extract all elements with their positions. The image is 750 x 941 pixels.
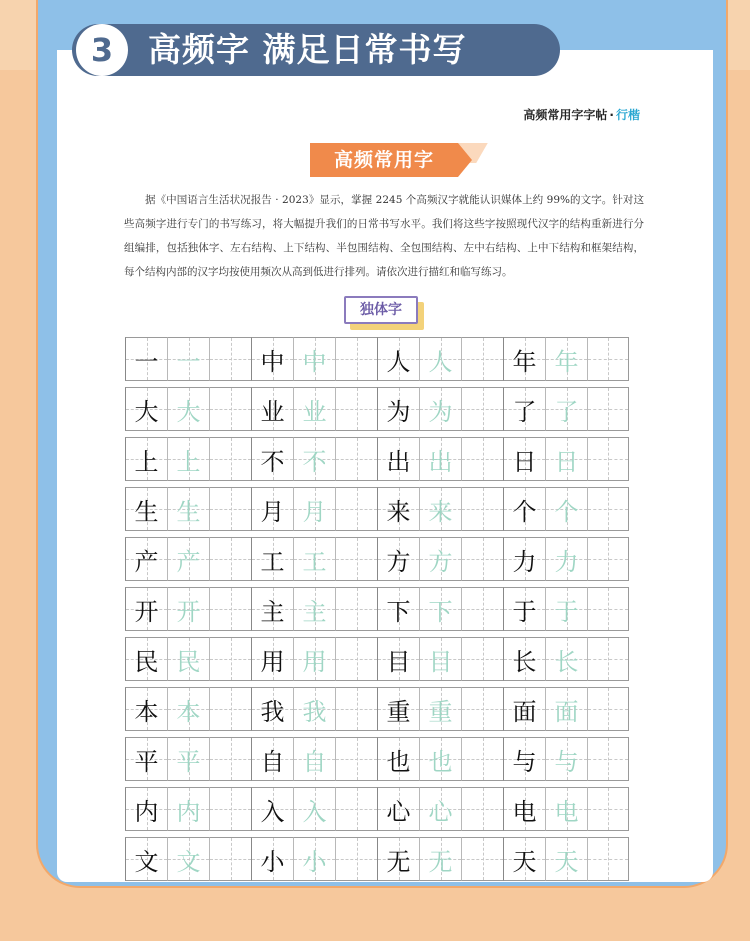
trace-character: 大: [176, 397, 201, 426]
practice-grid: [125, 337, 641, 887]
trace-character-cell[interactable]: [293, 737, 335, 781]
model-character: 中: [260, 347, 285, 376]
blank-practice-cell[interactable]: [461, 537, 503, 581]
trace-character: 主: [302, 597, 327, 626]
trace-character: 来: [428, 497, 453, 526]
blank-practice-cell[interactable]: [335, 737, 377, 781]
model-character: 本: [134, 697, 159, 726]
running-header-separator: ·: [609, 108, 614, 122]
model-character: 大: [134, 397, 159, 426]
model-character-cell: [125, 337, 167, 381]
trace-character-cell[interactable]: [293, 487, 335, 531]
trace-character: 自: [302, 747, 327, 776]
section-number-badge: 3: [76, 24, 128, 76]
trace-character-cell[interactable]: [545, 787, 587, 831]
trace-character-cell[interactable]: [545, 487, 587, 531]
trace-character-cell[interactable]: [293, 537, 335, 581]
model-character: 一: [134, 347, 159, 376]
model-character-cell: [377, 337, 419, 381]
trace-character: 也: [428, 747, 453, 776]
trace-character-cell[interactable]: [293, 337, 335, 381]
model-character-cell: [503, 437, 545, 481]
blank-practice-cell[interactable]: [461, 487, 503, 531]
trace-character: 人: [428, 347, 453, 376]
model-character: 电: [512, 797, 537, 826]
model-character: 平: [134, 747, 159, 776]
trace-character-cell[interactable]: [167, 487, 209, 531]
trace-character-cell[interactable]: [167, 587, 209, 631]
model-character-cell: [125, 637, 167, 681]
practice-row: [125, 587, 641, 631]
blank-practice-cell[interactable]: [587, 587, 629, 631]
model-character-cell: [251, 787, 293, 831]
model-character: 生: [134, 497, 159, 526]
model-character-cell: [251, 337, 293, 381]
blank-practice-cell[interactable]: [587, 687, 629, 731]
trace-character-cell[interactable]: [293, 437, 335, 481]
blank-practice-cell[interactable]: [335, 537, 377, 581]
running-header-style: 行楷: [615, 108, 640, 122]
trace-character: 了: [554, 397, 579, 426]
blank-practice-cell[interactable]: [461, 637, 503, 681]
practice-row: [125, 687, 641, 731]
model-character-cell: [377, 437, 419, 481]
model-character: 重: [386, 697, 411, 726]
blank-practice-cell[interactable]: [335, 337, 377, 381]
model-character: 于: [512, 597, 537, 626]
model-character: 产: [134, 547, 159, 576]
trace-character: 中: [302, 347, 327, 376]
model-character: 开: [134, 597, 159, 626]
trace-character: 小: [302, 847, 327, 876]
model-character-cell: [251, 837, 293, 881]
blank-practice-cell[interactable]: [209, 787, 251, 831]
blank-practice-cell[interactable]: [587, 437, 629, 481]
intro-paragraph: [124, 188, 644, 284]
trace-character: 力: [554, 547, 579, 576]
model-character-cell: [251, 687, 293, 731]
model-character-cell: [503, 737, 545, 781]
trace-character-cell[interactable]: [545, 837, 587, 881]
trace-character: 民: [176, 647, 201, 676]
model-character: 小: [260, 847, 285, 876]
model-character: 心: [386, 797, 411, 826]
blank-practice-cell[interactable]: [461, 687, 503, 731]
page-running-header: [523, 106, 640, 123]
model-character-cell: [503, 587, 545, 631]
running-header-title: 高频常用字字帖: [523, 108, 608, 122]
trace-character-cell[interactable]: [545, 537, 587, 581]
model-character-cell: [377, 587, 419, 631]
trace-character: 天: [554, 847, 579, 876]
practice-row: [125, 737, 641, 781]
blank-practice-cell[interactable]: [209, 587, 251, 631]
trace-character: 电: [554, 797, 579, 826]
model-character: 年: [512, 347, 537, 376]
blank-practice-cell[interactable]: [335, 387, 377, 431]
trace-character-cell[interactable]: [293, 787, 335, 831]
blank-practice-cell[interactable]: [335, 787, 377, 831]
model-character-cell: [503, 387, 545, 431]
blank-practice-cell[interactable]: [587, 537, 629, 581]
practice-row: [125, 387, 641, 431]
blank-practice-cell[interactable]: [209, 687, 251, 731]
blank-practice-cell[interactable]: [587, 637, 629, 681]
trace-character: 方: [428, 547, 453, 576]
practice-row: [125, 537, 641, 581]
model-character-cell: [251, 737, 293, 781]
model-character-cell: [125, 787, 167, 831]
model-character-cell: [251, 637, 293, 681]
blank-practice-cell[interactable]: [461, 737, 503, 781]
model-character: 业: [260, 397, 285, 426]
trace-character-cell[interactable]: [167, 337, 209, 381]
blank-practice-cell[interactable]: [335, 587, 377, 631]
model-character: 工: [260, 547, 285, 576]
model-character-cell: [125, 687, 167, 731]
blank-practice-cell[interactable]: [209, 437, 251, 481]
model-character: 天: [512, 847, 537, 876]
blank-practice-cell[interactable]: [335, 687, 377, 731]
model-character: 与: [512, 747, 537, 776]
section-tag-arrow: [458, 143, 472, 177]
trace-character-cell[interactable]: [545, 437, 587, 481]
trace-character: 入: [302, 797, 327, 826]
model-character-cell: [377, 487, 419, 531]
trace-character-cell[interactable]: [167, 687, 209, 731]
trace-character-cell[interactable]: [419, 837, 461, 881]
model-character-cell: [125, 437, 167, 481]
trace-character: 业: [302, 397, 327, 426]
trace-character-cell[interactable]: [419, 687, 461, 731]
blank-practice-cell[interactable]: [461, 837, 503, 881]
trace-character-cell[interactable]: [419, 487, 461, 531]
blank-practice-cell[interactable]: [461, 387, 503, 431]
blank-practice-cell[interactable]: [461, 587, 503, 631]
trace-character-cell[interactable]: [293, 837, 335, 881]
model-character-cell: [125, 837, 167, 881]
trace-character: 心: [428, 797, 453, 826]
trace-character-cell[interactable]: [419, 637, 461, 681]
blank-practice-cell[interactable]: [335, 637, 377, 681]
trace-character-cell[interactable]: [293, 687, 335, 731]
trace-character-cell[interactable]: [293, 587, 335, 631]
model-character: 入: [260, 797, 285, 826]
practice-row: [125, 787, 641, 831]
practice-row: [125, 637, 641, 681]
model-character-cell: [125, 487, 167, 531]
trace-character: 开: [176, 597, 201, 626]
model-character-cell: [125, 737, 167, 781]
header-title: 高频字 满足日常书写: [148, 30, 467, 69]
trace-character: 一: [176, 347, 201, 376]
model-character-cell: [503, 687, 545, 731]
trace-character-cell[interactable]: [419, 387, 461, 431]
section-tag: 高频常用字: [310, 143, 458, 177]
model-character: 自: [260, 747, 285, 776]
trace-character: 平: [176, 747, 201, 776]
model-character: 长: [512, 647, 537, 676]
trace-character-cell[interactable]: [419, 537, 461, 581]
blank-practice-cell[interactable]: [461, 787, 503, 831]
trace-character: 个: [554, 497, 579, 526]
trace-character: 下: [428, 597, 453, 626]
model-character-cell: [251, 437, 293, 481]
trace-character: 用: [302, 647, 327, 676]
trace-character: 本: [176, 697, 201, 726]
trace-character: 文: [176, 847, 201, 876]
trace-character: 内: [176, 797, 201, 826]
trace-character: 我: [302, 697, 327, 726]
trace-character-cell[interactable]: [293, 387, 335, 431]
model-character-cell: [251, 537, 293, 581]
model-character-cell: [503, 337, 545, 381]
model-character-cell: [503, 837, 545, 881]
trace-character: 生: [176, 497, 201, 526]
trace-character-cell[interactable]: [167, 437, 209, 481]
blank-practice-cell[interactable]: [209, 337, 251, 381]
model-character-cell: [125, 387, 167, 431]
trace-character: 出: [428, 447, 453, 476]
trace-character-cell[interactable]: [419, 737, 461, 781]
model-character: 主: [260, 597, 285, 626]
blank-practice-cell[interactable]: [335, 487, 377, 531]
trace-character-cell[interactable]: [419, 587, 461, 631]
trace-character-cell[interactable]: [545, 737, 587, 781]
model-character-cell: [251, 387, 293, 431]
model-character-cell: [251, 487, 293, 531]
trace-character: 与: [554, 747, 579, 776]
practice-row: [125, 487, 641, 531]
model-character-cell: [377, 537, 419, 581]
trace-character: 日: [554, 447, 579, 476]
model-character: 我: [260, 697, 285, 726]
blank-practice-cell[interactable]: [209, 387, 251, 431]
model-character: 力: [512, 547, 537, 576]
model-character: 上: [134, 447, 159, 476]
trace-character: 产: [176, 547, 201, 576]
blank-practice-cell[interactable]: [587, 487, 629, 531]
model-character: 文: [134, 847, 159, 876]
model-character: 来: [386, 497, 411, 526]
blank-practice-cell[interactable]: [209, 637, 251, 681]
trace-character: 目: [428, 647, 453, 676]
model-character: 用: [260, 647, 285, 676]
trace-character-cell[interactable]: [167, 837, 209, 881]
model-character: 下: [386, 597, 411, 626]
trace-character: 无: [428, 847, 453, 876]
model-character-cell: [503, 537, 545, 581]
trace-character-cell[interactable]: [545, 387, 587, 431]
model-character: 日: [512, 447, 537, 476]
trace-character-cell[interactable]: [545, 587, 587, 631]
model-character-cell: [377, 387, 419, 431]
blank-practice-cell[interactable]: [461, 337, 503, 381]
trace-character-cell[interactable]: [167, 637, 209, 681]
model-character: 了: [512, 397, 537, 426]
trace-character-cell[interactable]: [545, 337, 587, 381]
trace-character: 不: [302, 447, 327, 476]
model-character: 不: [260, 447, 285, 476]
model-character: 内: [134, 797, 159, 826]
practice-row: [125, 337, 641, 381]
blank-practice-cell[interactable]: [587, 737, 629, 781]
blank-practice-cell[interactable]: [335, 437, 377, 481]
model-character-cell: [377, 787, 419, 831]
trace-character: 于: [554, 597, 579, 626]
practice-row: [125, 437, 641, 481]
model-character: 目: [386, 647, 411, 676]
trace-character-cell[interactable]: [167, 537, 209, 581]
category-badge: 独体字: [344, 296, 418, 324]
model-character: 出: [386, 447, 411, 476]
trace-character: 上: [176, 447, 201, 476]
model-character: 也: [386, 747, 411, 776]
model-character-cell: [503, 487, 545, 531]
model-character: 方: [386, 547, 411, 576]
trace-character: 为: [428, 397, 453, 426]
trace-character-cell[interactable]: [545, 637, 587, 681]
model-character-cell: [377, 637, 419, 681]
trace-character-cell[interactable]: [167, 787, 209, 831]
model-character: 个: [512, 497, 537, 526]
model-character-cell: [125, 587, 167, 631]
model-character: 人: [386, 347, 411, 376]
trace-character: 年: [554, 347, 579, 376]
model-character-cell: [125, 537, 167, 581]
trace-character-cell[interactable]: [419, 337, 461, 381]
blank-practice-cell[interactable]: [335, 837, 377, 881]
trace-character: 长: [554, 647, 579, 676]
model-character: 无: [386, 847, 411, 876]
intro-text: 据《中国语言生活状况报告 · 2023》显示，掌握 2245 个高频汉字就能认识媒体上约 99%的文字。针对这些高频字进行专门的书写练习，将大幅提升我们的日常书写水平。我们将这些字按照现代汉字的结构重新进行分组编排，包括独体字、左右结构、上下结构、半包围结构、全包围结构、左中右结构、上中下结构和框架结构，每个结构内部的汉字均按使用频次从高到低进行排列。请依次进行描红和临写练习。: [124, 194, 644, 278]
blank-practice-cell[interactable]: [209, 487, 251, 531]
model-character-cell: [377, 687, 419, 731]
blank-practice-cell[interactable]: [587, 787, 629, 831]
blank-practice-cell[interactable]: [209, 537, 251, 581]
model-character: 为: [386, 397, 411, 426]
blank-practice-cell[interactable]: [587, 337, 629, 381]
model-character-cell: [503, 787, 545, 831]
trace-character: 重: [428, 697, 453, 726]
trace-character-cell[interactable]: [167, 387, 209, 431]
trace-character-cell[interactable]: [419, 787, 461, 831]
blank-practice-cell[interactable]: [461, 437, 503, 481]
practice-row: [125, 837, 641, 881]
trace-character: 工: [302, 547, 327, 576]
model-character-cell: [377, 837, 419, 881]
trace-character-cell[interactable]: [545, 687, 587, 731]
model-character: 月: [260, 497, 285, 526]
model-character-cell: [377, 737, 419, 781]
blank-practice-cell[interactable]: [209, 837, 251, 881]
blank-practice-cell[interactable]: [209, 737, 251, 781]
blank-practice-cell[interactable]: [587, 837, 629, 881]
trace-character-cell[interactable]: [419, 437, 461, 481]
trace-character: 月: [302, 497, 327, 526]
trace-character-cell[interactable]: [293, 637, 335, 681]
model-character-cell: [503, 637, 545, 681]
trace-character-cell[interactable]: [167, 737, 209, 781]
model-character: 民: [134, 647, 159, 676]
model-character-cell: [251, 587, 293, 631]
blank-practice-cell[interactable]: [587, 387, 629, 431]
model-character: 面: [512, 697, 537, 726]
trace-character: 面: [554, 697, 579, 726]
